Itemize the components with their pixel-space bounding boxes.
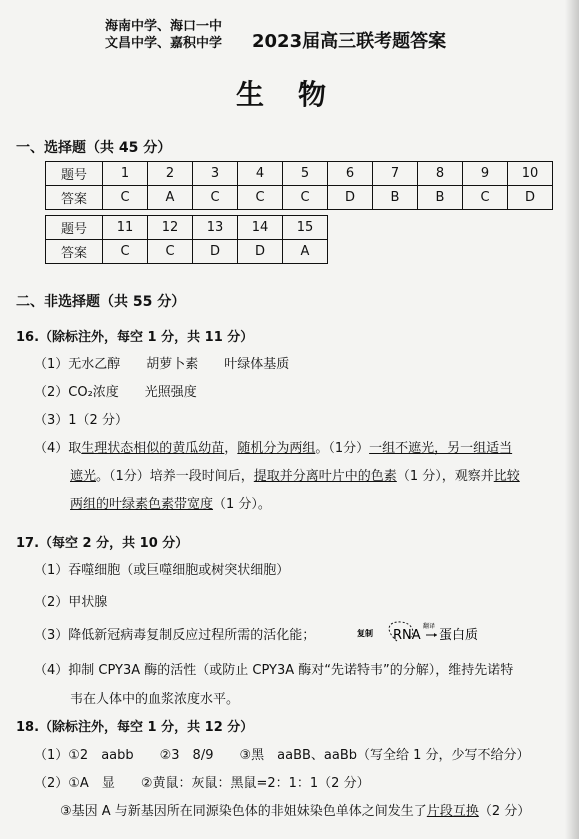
answer-cell: B <box>418 186 463 210</box>
underlined-span: 遮光 <box>70 469 97 484</box>
q17-heading: 17.（每空 2 分，共 10 分） <box>16 536 189 551</box>
q18-heading: 18.（除标注外，每空 1 分，共 12 分） <box>16 720 254 735</box>
q17-line-4b: 韦在人体中的血浆浓度水平。 <box>70 692 240 707</box>
section1-heading: 一、选择题（共 45 分） <box>16 140 172 156</box>
answer-table-2 <box>45 215 328 264</box>
text-span: （4）取 <box>34 441 82 456</box>
q16-line-4b <box>70 465 520 484</box>
answer-cell: D <box>328 186 373 210</box>
q17-line-4a: （4）抑制 CPY3A 酶的活性（或防止 CPY3A 酶对“先诺特韦”的分解），维持先诺特 <box>34 663 514 678</box>
answer-cell: C <box>103 186 148 210</box>
question-number: 8 <box>418 162 463 186</box>
underlined-span: 生理状态相似的黄瓜幼苗 <box>81 441 225 456</box>
section2-heading: 二、非选择题（共 55 分） <box>16 294 186 310</box>
q16-line-4c <box>70 493 271 512</box>
underlined-span: 两组的叶绿素色素带宽度 <box>70 497 214 512</box>
answer-cell: D <box>193 240 238 264</box>
row-label: 答案 <box>46 186 103 210</box>
question-number: 4 <box>238 162 283 186</box>
question-number: 6 <box>328 162 373 186</box>
text-span: （1 分）。 <box>213 497 271 512</box>
table-row <box>46 240 328 264</box>
question-number: 13 <box>193 216 238 240</box>
answer-cell: C <box>283 186 328 210</box>
subject-title: 生物 <box>236 78 361 111</box>
text-span: 。（1分）培养一段时间后， <box>96 469 254 484</box>
protein-label: 蛋白质 <box>439 628 479 643</box>
answer-table-1 <box>45 161 553 210</box>
q18-line-2: （2）①A 显 ②黄鼠：灰鼠：黑鼠=2：1：1（2 分） <box>34 776 370 791</box>
question-number: 2 <box>148 162 193 186</box>
answer-cell: C <box>238 186 283 210</box>
schools-line-1: 海南中学、海口一中 <box>105 19 223 34</box>
underlined-span: 随机分为两组 <box>237 441 316 456</box>
question-number: 10 <box>508 162 553 186</box>
q17-line-2: （2）甲状腺 <box>34 595 108 610</box>
translate-label: 翻译 <box>423 623 436 630</box>
replicate-label: 复制 <box>357 629 373 638</box>
underlined-span: 比较 <box>493 469 520 484</box>
arrowhead-icon <box>434 633 437 637</box>
question-number: 14 <box>238 216 283 240</box>
question-number: 1 <box>103 162 148 186</box>
q17-line-3: （3）降低新冠病毒复制反应过程所需的活化能； <box>34 628 316 643</box>
q17-line-1: （1）吞噬细胞（或巨噬细胞或树突状细胞） <box>34 563 290 578</box>
question-number: 9 <box>463 162 508 186</box>
table-row <box>46 216 328 240</box>
answer-cell: D <box>238 240 283 264</box>
answer-cell: C <box>463 186 508 210</box>
table-row <box>46 162 553 186</box>
q16-line-1: （1）无水乙醇 胡萝卜素 叶绿体基质 <box>34 357 290 372</box>
q18-line-3 <box>60 800 530 819</box>
schools-line-2: 文昌中学、嘉积中学 <box>105 36 223 51</box>
row-label: 题号 <box>46 162 103 186</box>
question-number: 11 <box>103 216 148 240</box>
q16-line-4a <box>34 437 512 456</box>
text-span: （1 分），观察并 <box>396 469 494 484</box>
row-label: 答案 <box>46 240 103 264</box>
text-span: ③基因 A 与新基因所在同源染色体的非姐妹染色单体之间发生了 <box>60 804 427 819</box>
text-span: ， <box>224 441 238 456</box>
text-span: （2 分） <box>478 804 531 819</box>
answer-cell: C <box>148 240 193 264</box>
answer-cell: C <box>103 240 148 264</box>
text-span: 。（1分） <box>315 441 370 456</box>
rna-translation-diagram <box>357 619 507 649</box>
q18-line-1: （1）①2 aabb ②3 8/9 ③黑 aaBB、aaBb（写全给 1 分，少写不给分） <box>34 748 530 763</box>
answer-cell: A <box>148 186 193 210</box>
question-number: 3 <box>193 162 238 186</box>
underlined-span: 一组不遮光，另一组适当 <box>369 441 513 456</box>
underlined-span: 提取并分离叶片中的色素 <box>253 469 397 484</box>
question-number: 15 <box>283 216 328 240</box>
exam-title: 2023届高三联考题答案 <box>252 31 447 52</box>
q16-line-3: （3）1（2 分） <box>34 413 128 428</box>
answer-cell: A <box>283 240 328 264</box>
answer-cell: C <box>193 186 238 210</box>
question-number: 7 <box>373 162 418 186</box>
question-number: 12 <box>148 216 193 240</box>
question-number: 5 <box>283 162 328 186</box>
q16-line-2: （2）CO₂浓度 光照强度 <box>34 385 197 400</box>
underlined-span: 片段互换 <box>426 804 479 819</box>
page-edge-shadow <box>565 0 579 839</box>
rna-label: RNA <box>393 628 421 643</box>
q16-heading: 16.（除标注外，每空 1 分，共 11 分） <box>16 330 254 345</box>
header-schools <box>105 18 222 52</box>
answer-cell: B <box>373 186 418 210</box>
answer-cell: D <box>508 186 553 210</box>
row-label: 题号 <box>46 216 103 240</box>
table-row <box>46 186 553 210</box>
